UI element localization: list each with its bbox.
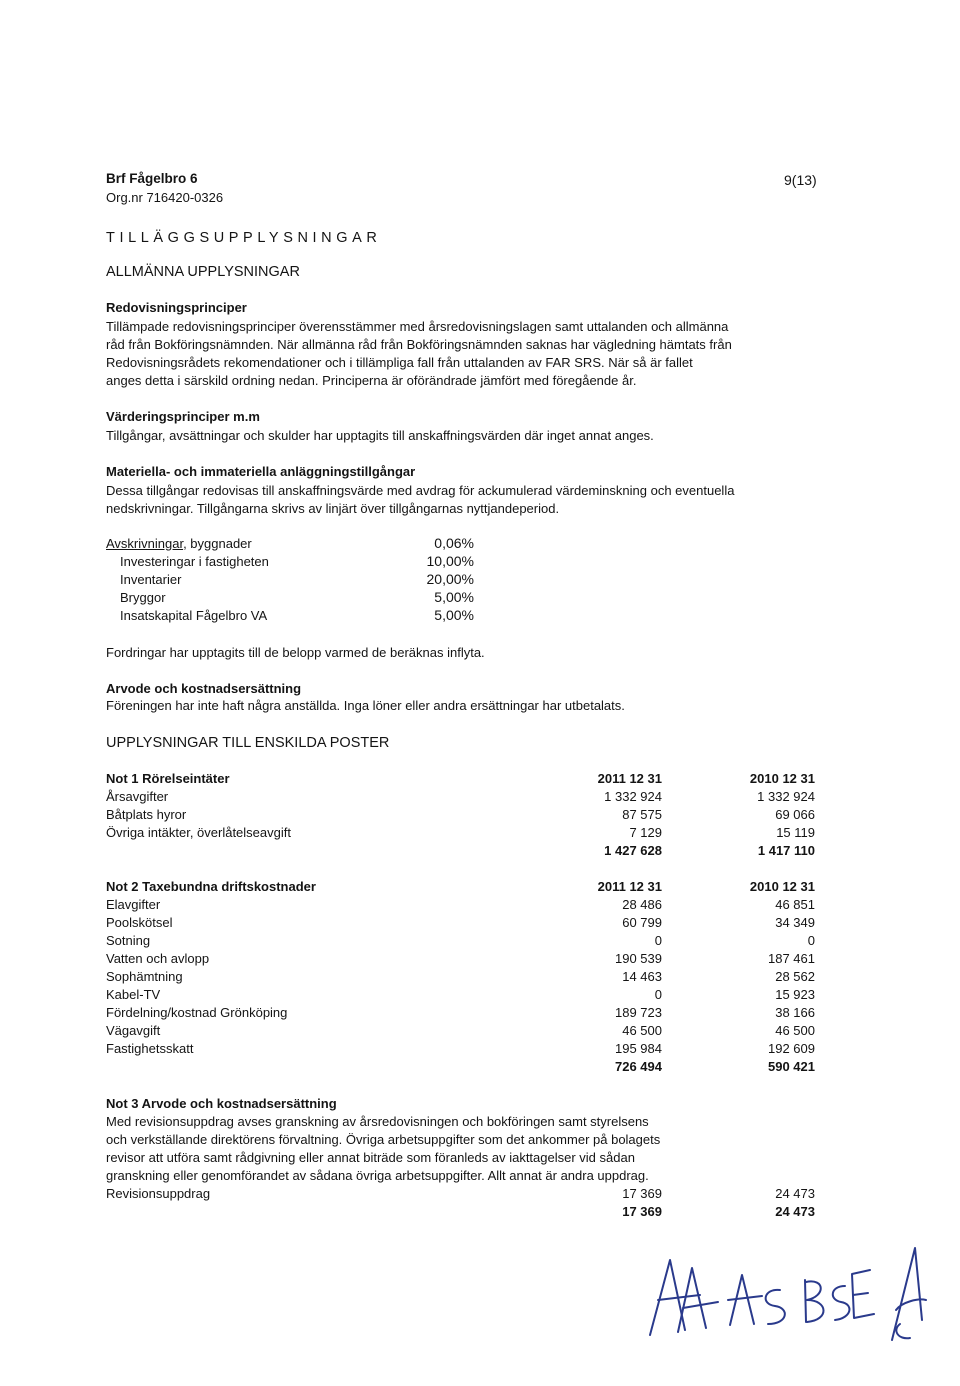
note1-col1-header: 2011 12 31: [597, 771, 662, 786]
table-cell-2011: 28 486: [622, 897, 662, 912]
note1-total-2010: 1 417 110: [757, 843, 815, 858]
initial-stroke: [766, 1290, 785, 1324]
note1-col2-header: 2010 12 31: [749, 771, 815, 786]
table-cell-2011: 87 575: [622, 807, 662, 822]
depreciation-label: Insatskapital Fågelbro VA: [120, 608, 268, 623]
note1-total-2011: 1 427 628: [604, 843, 662, 858]
depreciation-label: Inventarier: [120, 572, 182, 587]
depreciation-rest: , byggnader: [183, 536, 252, 551]
table-row-label: Fastighetsskatt: [106, 1041, 194, 1056]
table-cell-2011: 14 463: [622, 969, 662, 984]
text-line: granskning eller genomförandet av sådana övriga arbetsuppgifter. Allt annat är andra uppdrag.: [106, 1168, 649, 1183]
initial-stroke: [805, 1280, 806, 1322]
table-row-label: Revisionsuppdrag: [106, 1186, 211, 1201]
handwritten-initials: [630, 1240, 930, 1350]
note2-col1-header: 2011 12 31: [597, 879, 662, 894]
table-cell-2010: 28 562: [775, 969, 815, 984]
table-cell-2011: 7 129: [629, 825, 662, 840]
text-line: Med revisionsuppdrag avses granskning av årsredovisningen och bokföringen samt styrelsens: [106, 1114, 649, 1129]
initial-stroke: [896, 1324, 910, 1338]
fixed-assets-text: [106, 482, 786, 518]
table-row-label: Poolskötsel: [106, 915, 173, 930]
table-cell-2011: 195 984: [615, 1041, 662, 1056]
page-number: 9(13): [784, 172, 817, 188]
table-cell-2010: 38 166: [775, 1005, 815, 1020]
accounting-principles-heading: Redovisningsprinciper: [106, 300, 247, 315]
general-info-title: ALLMÄNNA UPPLYSNINGAR: [106, 264, 300, 280]
note2-total-2010: 590 421: [768, 1059, 815, 1074]
fixed-assets-heading: Materiella- och immateriella anläggningstillgångar: [106, 464, 416, 479]
depreciation-value: 20,00%: [426, 571, 474, 587]
depreciation-value: 5,00%: [434, 589, 474, 605]
table-cell-2011: 46 500: [622, 1023, 662, 1038]
depreciation-value: 10,00%: [426, 553, 474, 569]
initial-stroke: [833, 1286, 850, 1320]
table-cell-2010: 1 332 924: [757, 789, 815, 804]
note2-heading: Not 2 Taxebundna driftskostnader: [106, 879, 316, 894]
text-line: nedskrivningar. Tillgångarna skrivs av linjärt över tillgångarnas nyttjandeperiod.: [106, 501, 560, 516]
note1-heading: Not 1 Rörelseintäter: [106, 771, 230, 786]
fees-heading: Arvode och kostnadsersättning: [106, 681, 302, 696]
valuation-principles-heading: Värderingsprinciper m.m: [106, 409, 260, 424]
depreciation-underlined: Avskrivningar: [106, 536, 184, 551]
table-row-label: Elavgifter: [106, 897, 161, 912]
table-cell-2010: 0: [807, 933, 815, 948]
table-row-label: Kabel-TV: [106, 987, 161, 1002]
table-cell-2011: 17 369: [622, 1186, 662, 1201]
table-cell-2010: 187 461: [768, 951, 815, 966]
note3-text: [106, 1113, 786, 1185]
text-line: Tillämpade redovisningsprinciper överensstämmer med årsredovisningslagen samt uttalanden och allmänna: [106, 319, 729, 334]
table-row-label: Vägavgift: [106, 1023, 161, 1038]
table-cell-2011: 190 539: [615, 951, 662, 966]
note3-total-2011: 17 369: [622, 1204, 662, 1219]
depreciation-value: 5,00%: [434, 607, 474, 623]
table-cell-2010: 46 851: [775, 897, 815, 912]
table-row-label: Fördelning/kostnad Grönköping: [106, 1005, 288, 1020]
note3-heading: Not 3 Arvode och kostnadsersättning: [106, 1096, 337, 1111]
org-name: Brf Fågelbro 6: [106, 171, 198, 186]
initial-stroke: [806, 1281, 824, 1322]
table-cell-2011: 189 723: [615, 1005, 662, 1020]
table-cell-2010: 34 349: [775, 915, 815, 930]
table-cell-2011: 60 799: [622, 915, 662, 930]
note3-total-2010: 24 473: [775, 1204, 815, 1219]
initial-stroke: [678, 1268, 706, 1332]
org-number: Org.nr 716420-0326: [106, 190, 224, 205]
table-cell-2011: 0: [654, 987, 662, 1002]
text-line: Tillgångar, avsättningar och skulder har upptagits till anskaffningsvärden där inget annat anges.: [106, 428, 654, 443]
text-line: och verkställande direktörens förvaltning. Övriga arbetsuppgifter som det ankommer på bolagets: [106, 1132, 661, 1147]
table-cell-2010: 24 473: [775, 1186, 815, 1201]
initial-stroke: [728, 1296, 762, 1300]
table-cell-2010: 15 923: [775, 987, 815, 1002]
depreciation-label: Bryggor: [120, 590, 166, 605]
table-row-label: Båtplats hyror: [106, 807, 187, 822]
initial-stroke: [892, 1248, 922, 1340]
text-line: revisor att utföra samt rådgivning eller annat biträde som föranleds av iakttagelser vid sådan: [106, 1150, 635, 1165]
table-cell-2010: 46 500: [775, 1023, 815, 1038]
table-cell-2010: 192 609: [768, 1041, 815, 1056]
fees-text: Föreningen har inte haft några anställda. Inga löner eller andra ersättningar har utbetalats.: [106, 698, 625, 713]
text-line: råd från Bokföringsnämnden. När allmänna råd från Bokföringsnämnden saknas har vägledning hämtats från: [106, 337, 732, 352]
table-cell-2010: 69 066: [775, 807, 815, 822]
text-line: Dessa tillgångar redovisas till anskaffningsvärde med avdrag för ackumulerad värdeminskning och eventuella: [106, 483, 735, 498]
document-title: TILLÄGGSUPPLYSNINGAR: [106, 230, 382, 246]
text-line: anges detta i särskild ordning nedan. Principerna är oförändrade jämfört med föregående år.: [106, 373, 637, 388]
depreciation-buildings-label: [106, 536, 252, 551]
note2-total-2011: 726 494: [615, 1059, 662, 1074]
initial-stroke: [853, 1293, 868, 1295]
table-row-label: Vatten och avlopp: [106, 951, 210, 966]
note2-col2-header: 2010 12 31: [749, 879, 815, 894]
table-row-label: Övriga intäkter, överlåtelseavgift: [106, 825, 291, 840]
table-cell-2010: 15 119: [776, 825, 815, 840]
accounting-principles-text: [106, 318, 786, 390]
itemized-info-title: UPPLYSNINGAR TILL ENSKILDA POSTER: [106, 735, 390, 751]
table-cell-2011: 0: [654, 933, 662, 948]
table-cell-2011: 1 332 924: [604, 789, 662, 804]
table-row-label: Sophämtning: [106, 969, 183, 984]
receivables-text: Fordringar har upptagits till de belopp varmed de beräknas inflyta.: [106, 645, 485, 660]
valuation-principles-text: [106, 427, 786, 445]
table-row-label: Sotning: [106, 933, 151, 948]
depreciation-buildings-value: 0,06%: [434, 535, 474, 551]
text-line: Redovisningsrådets rekomendationer och i tillämpliga fall från uttalanden av FAR SRS. När så är fallet: [106, 355, 693, 370]
depreciation-label: Investeringar i fastigheten: [120, 554, 269, 569]
table-row-label: Årsavgifter: [106, 789, 169, 804]
